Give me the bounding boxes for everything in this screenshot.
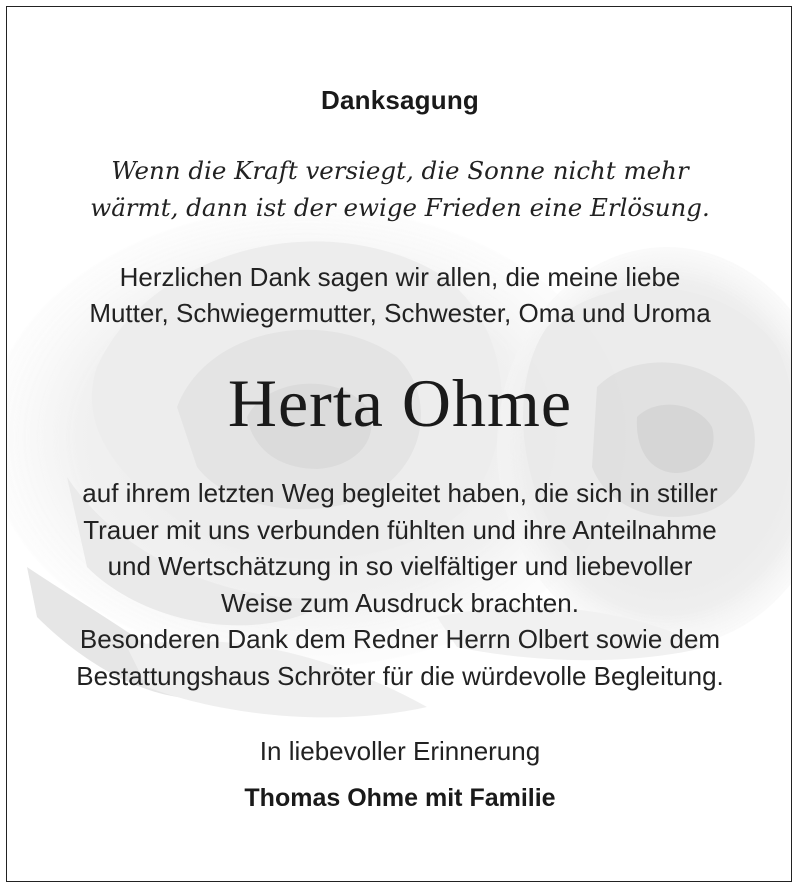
memorial-quote bbox=[7, 152, 792, 226]
notice-heading: Danksagung bbox=[320, 85, 480, 115]
body-line: Besonderen Dank dem Redner Herrn Olbert sowie dem bbox=[79, 624, 721, 655]
deceased-name: Herta Ohme bbox=[227, 365, 573, 441]
body-line: auf ihrem letzten Weg begleitet haben, die sich in stiller bbox=[82, 478, 718, 508]
closing-phrase: In liebevoller Erinnerung bbox=[259, 736, 541, 766]
obituary-notice bbox=[6, 6, 792, 882]
thanks-body bbox=[7, 475, 792, 695]
quote-line: wärmt, dann ist der ewige Frieden eine Erlösung. bbox=[90, 193, 710, 222]
thanks-intro bbox=[7, 259, 792, 331]
body-line: und Wertschätzung in so vielfältiger und liebevoller bbox=[107, 551, 693, 582]
intro-line: Herzlichen Dank sagen wir allen, die meine liebe bbox=[119, 262, 681, 292]
body-line: Trauer mit uns verbunden fühlten und ihre Anteilnahme bbox=[83, 514, 717, 545]
intro-line: Mutter, Schwiegermutter, Schwester, Oma und Uroma bbox=[89, 298, 711, 328]
quote-line: Wenn die Kraft versiegt, die Sonne nicht mehr bbox=[111, 156, 689, 185]
body-line: Bestattungshaus Schröter für die würdevolle Begleitung. bbox=[76, 660, 724, 691]
body-line: Weise zum Ausdruck brachten. bbox=[221, 587, 579, 618]
signature: Thomas Ohme mit Familie bbox=[244, 784, 556, 812]
